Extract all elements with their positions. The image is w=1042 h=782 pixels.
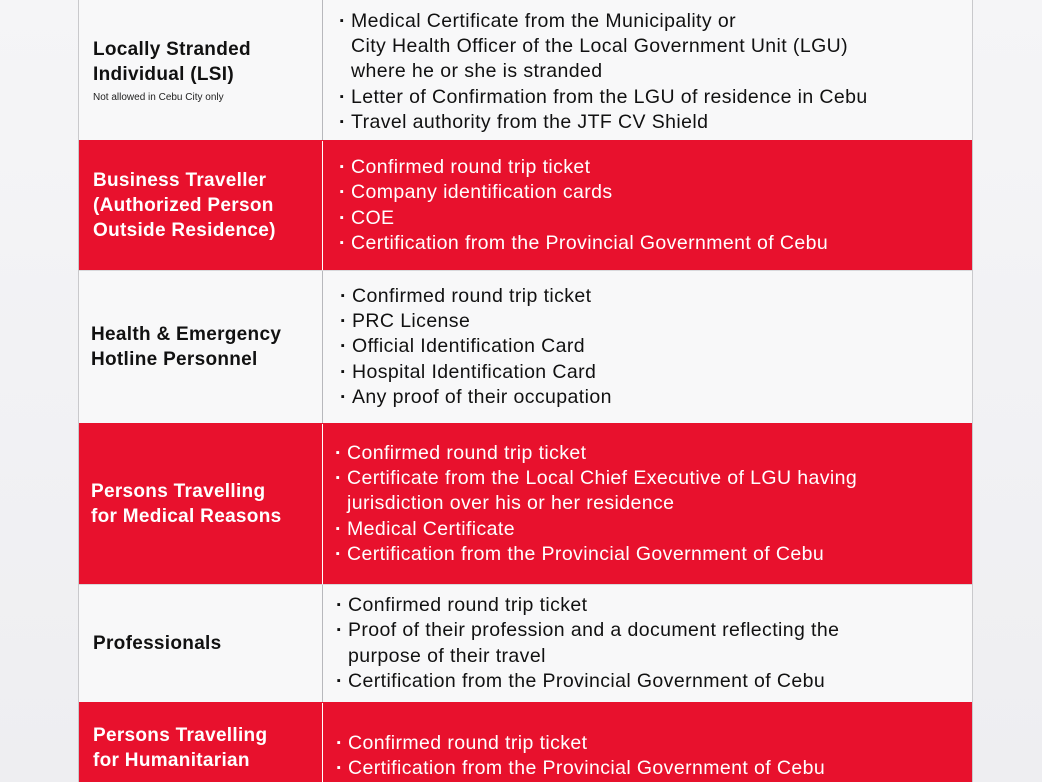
requirement-item: · PRC License <box>340 309 972 334</box>
category-cell <box>79 0 323 140</box>
requirements-table <box>78 0 973 782</box>
requirement-item: · Confirmed round trip ticket <box>339 155 972 180</box>
table-row-business-traveller <box>79 140 972 270</box>
requirement-item: · Confirmed round trip ticket <box>340 284 972 309</box>
table-row-health-emergency <box>79 270 972 423</box>
category-cell <box>79 271 323 423</box>
requirement-item: · Certification from the Provincial Government of Cebu <box>336 756 972 781</box>
requirement-item: · Certification from the Provincial Government of Cebu <box>339 231 972 256</box>
requirement-item: · Any proof of their occupation <box>340 385 972 410</box>
category-label: Business Traveller (Authorized Person Outside Residence) <box>93 170 276 241</box>
requirement-item: · Certification from the Provincial Government of Cebu <box>336 669 972 694</box>
requirement-item: · Medical Certificate from the Municipality or City Health Officer of the Local Government Unit (LGU) where he or she is stranded <box>339 9 972 85</box>
category-cell <box>79 424 323 584</box>
requirements-list <box>336 593 972 694</box>
category-label: Persons Travelling for Medical Reasons <box>91 481 282 527</box>
requirement-item: · Proof of their profession and a document reflecting the purpose of their travel <box>336 618 972 668</box>
requirement-item: · Travel authority from the JTF CV Shield <box>339 110 972 135</box>
category-label: Health & Emergency Hotline Personnel <box>91 324 282 370</box>
requirement-item: · Hospital Identification Card <box>340 360 972 385</box>
table-row-humanitarian <box>79 702 972 782</box>
requirements-list <box>339 9 972 135</box>
requirement-item: · Official Identification Card <box>340 334 972 359</box>
requirement-item: · Confirmed round trip ticket <box>335 441 972 466</box>
category-label: Locally Stranded Individual (LSI) <box>93 39 251 85</box>
requirements-list <box>339 155 972 256</box>
requirements-list <box>336 731 972 781</box>
requirements-cell <box>323 703 972 782</box>
requirement-item: · Letter of Confirmation from the LGU of residence in Cebu <box>339 85 972 110</box>
requirements-list <box>335 441 972 567</box>
requirement-item: · Confirmed round trip ticket <box>336 731 972 756</box>
category-label: Professionals <box>93 633 222 654</box>
requirements-list <box>340 284 972 410</box>
category-cell <box>79 703 323 782</box>
requirements-cell <box>323 0 972 140</box>
requirement-item: · Certificate from the Local Chief Executive of LGU having jurisdiction over his or her residence <box>335 466 972 516</box>
category-note: Not allowed in Cebu City only <box>93 92 224 103</box>
category-label: Persons Travelling for Humanitarian <box>93 725 268 771</box>
table-row-professionals <box>79 584 972 702</box>
requirements-cell <box>323 271 972 423</box>
requirements-cell <box>323 141 972 270</box>
table-row-medical-reasons <box>79 423 972 584</box>
table-row-lsi <box>79 0 972 140</box>
requirement-item: · COE <box>339 206 972 231</box>
category-cell <box>79 141 323 270</box>
requirement-item: · Confirmed round trip ticket <box>336 593 972 618</box>
requirement-item: · Certification from the Provincial Government of Cebu <box>335 542 972 567</box>
category-cell <box>79 585 323 702</box>
requirements-cell <box>323 424 972 584</box>
requirement-item: · Medical Certificate <box>335 517 972 542</box>
requirements-cell <box>323 585 972 702</box>
requirement-item: · Company identification cards <box>339 180 972 205</box>
